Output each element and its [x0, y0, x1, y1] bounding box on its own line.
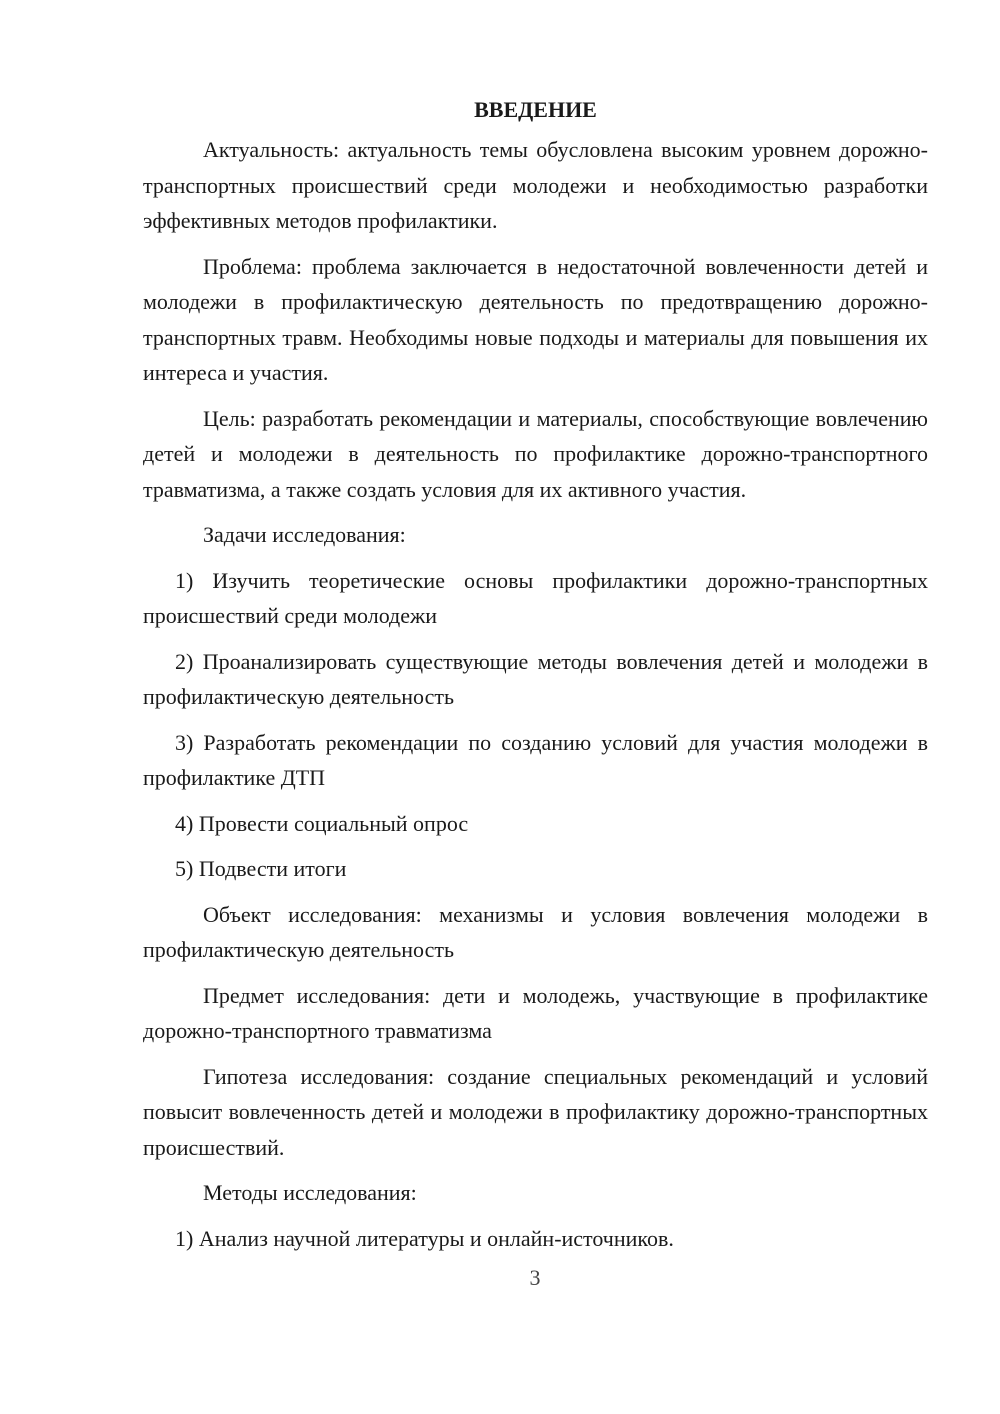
paragraph-object: Объект исследования: механизмы и условия вовлечения молодежи в профилактическую деятельность: [143, 901, 928, 962]
page-number: 3: [529, 1265, 541, 1290]
paragraph-goal: Цель: разработать рекомендации и материалы, способствующие вовлечению детей и молодежи в деятельность по профилактике дорожно-транспортного травматизма, а также создать условия для их активного участия.: [143, 405, 928, 502]
document-title: ВВЕДЕНИЕ: [474, 97, 597, 122]
task-item-2: 2) Проанализировать существующие методы вовлечения детей и молодежи в профилактическую деятельность: [143, 648, 928, 709]
paragraph-relevance: Актуальность: актуальность темы обусловлена высоким уровнем дорожно-транспортных происшествий среди молодежи и необходимостью разработки эффективных методов профилактики.: [143, 137, 928, 233]
task-item-1: 1) Изучить теоретические основы профилактики дорожно-транспортных происшествий среди молодежи: [143, 567, 928, 628]
task-item-5: 5) Подвести итоги: [175, 856, 347, 881]
task-item-3: 3) Разработать рекомендации по созданию условий для участия молодежи в профилактике ДТП: [143, 729, 928, 790]
paragraph-problem: Проблема: проблема заключается в недостаточной вовлеченности детей и молодежи в профилактическую деятельность по предотвращению дорожно-транспортных травм. Необходимы новые подходы и материалы для повышения их интереса и участия.: [143, 253, 928, 385]
task-item-4: 4) Провести социальный опрос: [175, 810, 469, 836]
paragraph-methods-heading: Методы исследования:: [203, 1180, 417, 1205]
paragraph-tasks-heading: Задачи исследования:: [203, 522, 406, 547]
document-page: [143, 92, 928, 1266]
paragraph-hypothesis: Гипотеза исследования: создание специальных рекомендаций и условий повысит вовлеченность детей и молодежи в профилактику дорожно-транспортных происшествий.: [143, 1063, 928, 1160]
method-item-1: 1) Анализ научной литературы и онлайн-источников.: [175, 1225, 674, 1251]
paragraph-subject: Предмет исследования: дети и молодежь, участвующие в профилактике дорожно-транспортного травматизма: [143, 982, 928, 1043]
